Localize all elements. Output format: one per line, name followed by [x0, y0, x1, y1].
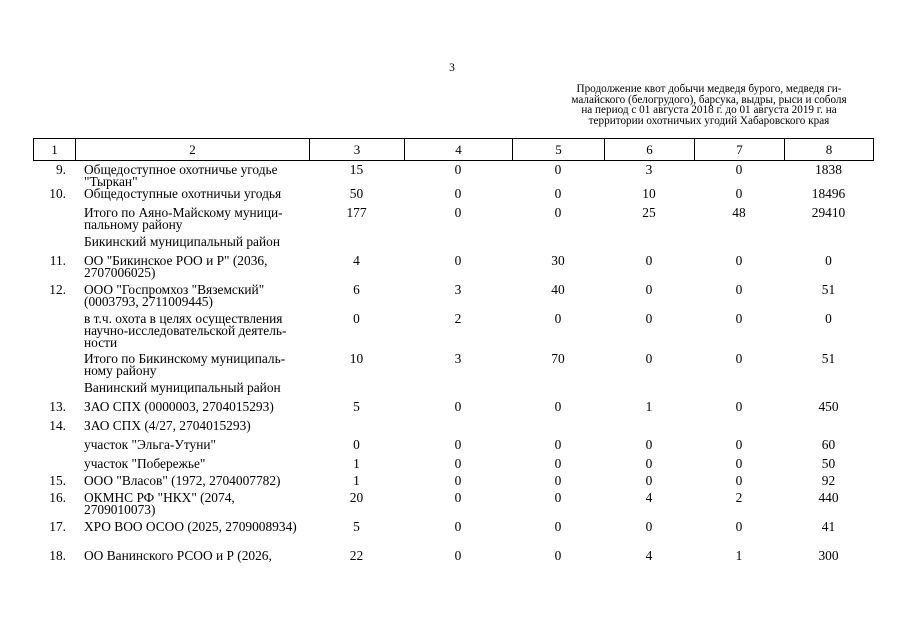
cell-col3: 5: [353, 399, 360, 414]
cell-col3: 6: [353, 282, 360, 297]
column-header: 7: [695, 139, 785, 161]
cell-col4: 0: [454, 205, 462, 220]
table-row: [33, 207, 873, 236]
cell-col5: 0: [554, 548, 562, 563]
cell-col7: 0: [735, 473, 743, 488]
cell-col6: 0: [645, 351, 653, 366]
quota-table: [33, 164, 873, 569]
cell-col7: 0: [735, 437, 743, 452]
row-number: [33, 439, 75, 458]
cell-col5: 40: [551, 282, 565, 297]
row-name: Общедоступное охотничье угодье "Тыркан": [84, 162, 278, 189]
cell-col7: 1: [735, 548, 743, 563]
row-name: ОО "Бикинское РОО и Р" (2036, 2707006025): [84, 253, 268, 280]
cell-col3: 5: [353, 519, 360, 534]
cell-col7: 0: [735, 519, 743, 534]
page-number: 3: [449, 62, 455, 74]
cell-col3: 1: [353, 456, 360, 471]
cell-col8: 29410: [811, 205, 846, 220]
column-header: 8: [785, 139, 874, 161]
cell-col6: 4: [645, 490, 653, 505]
cell-col8: 440: [818, 490, 839, 505]
section-title: Бикинский муниципальный район: [84, 234, 281, 249]
cell-col8: 1838: [815, 162, 842, 177]
cell-col4: 0: [454, 548, 462, 563]
cell-col6: 10: [642, 186, 656, 201]
row-number: 15.: [49, 473, 66, 488]
table-row: [33, 492, 873, 521]
cell-col5: 70: [551, 351, 565, 366]
cell-col4: 0: [454, 456, 462, 471]
cell-col3: 1: [353, 473, 360, 488]
cell-col6: 0: [645, 456, 653, 471]
cell-col7: 0: [735, 186, 743, 201]
table-row: [33, 550, 873, 569]
cell-col6: 25: [642, 205, 656, 220]
cell-col7: 0: [735, 253, 743, 268]
row-name: ЗАО СПХ (4/27, 2704015293): [84, 418, 251, 433]
row-number: 13.: [49, 399, 66, 414]
cell-col8: 41: [821, 519, 836, 534]
cell-col8: 60: [821, 437, 836, 452]
cell-col6: 0: [645, 282, 653, 297]
cell-col5: 0: [554, 490, 562, 505]
cell-col5: 30: [551, 253, 565, 268]
cell-col3: 177: [346, 205, 367, 220]
cell-col8: 0: [825, 311, 832, 326]
section-title: Ванинский муниципальный район: [84, 380, 281, 395]
cell-col5: 0: [554, 437, 562, 452]
caption-line: на период с 01 августа 2018 г. до 01 августа 2019 г. на: [581, 104, 837, 116]
row-number: 18.: [49, 548, 66, 563]
cell-col6: 0: [645, 253, 653, 268]
cell-col5: 0: [554, 162, 562, 177]
row-number: 9.: [55, 162, 66, 177]
cell-col8: 18496: [811, 186, 846, 201]
row-name: Общедоступные охотничьи угодья: [84, 186, 282, 201]
row-name: в т.ч. охота в целях осуществления научно-исследовательской деятель-ности: [84, 311, 287, 350]
cell-col8: 51: [821, 351, 836, 366]
cell-col4: 3: [454, 351, 462, 366]
row-name: ООО "Госпромхоз "Вяземский" (0003793, 2711009445): [84, 282, 265, 309]
row-number: 10.: [49, 186, 66, 201]
table-row: [33, 313, 873, 353]
cell-col3: 10: [349, 351, 364, 366]
cell-col4: 0: [454, 490, 462, 505]
caption-line: территории охотничьих угодий Хабаровского края: [588, 114, 830, 127]
cell-col6: 4: [645, 548, 653, 563]
caption-line: Продолжение квот добычи медведя бурого, медведя ги-: [576, 83, 842, 95]
row-name: участок "Эльга-Утуни": [84, 437, 217, 452]
cell-col7: 0: [735, 456, 743, 471]
row-number: 12.: [49, 282, 66, 297]
cell-col6: 0: [645, 437, 653, 452]
row-number: 14.: [49, 418, 66, 433]
table-row: [33, 255, 873, 284]
cell-col7: 0: [735, 351, 743, 366]
cell-col8: 450: [818, 399, 839, 414]
cell-col4: 0: [454, 162, 462, 177]
column-number-header: [33, 138, 874, 161]
row-number: 16.: [49, 490, 66, 505]
cell-col8: 50: [821, 456, 836, 471]
cell-col7: 0: [735, 282, 743, 297]
cell-col3: 15: [349, 162, 364, 177]
cell-col6: 0: [645, 311, 653, 326]
cell-col6: 0: [645, 473, 653, 488]
cell-col5: 0: [554, 456, 562, 471]
cell-col7: 0: [735, 311, 743, 326]
cell-col5: 0: [554, 473, 562, 488]
cell-col7: 2: [735, 490, 743, 505]
row-number: [33, 353, 75, 382]
cell-col4: 0: [454, 473, 462, 488]
row-name: ОКМНС РФ "НКХ" (2074, 2709010073): [84, 490, 235, 517]
cell-col5: 0: [554, 399, 562, 414]
cell-col5: 0: [554, 205, 562, 220]
cell-col8: 0: [825, 253, 832, 268]
cell-col3: 0: [353, 311, 360, 326]
row-name: ОО Ванинского РСОО и Р (2026,: [84, 548, 272, 563]
table-row: [33, 353, 873, 382]
cell-col8: 51: [821, 282, 836, 297]
cell-col4: 0: [454, 399, 462, 414]
column-header: 1: [34, 139, 76, 161]
cell-col3: 4: [353, 253, 360, 268]
cell-col3: 0: [353, 437, 360, 452]
column-header: 3: [310, 139, 405, 161]
cell-col3: 50: [349, 186, 364, 201]
row-number: [33, 313, 75, 353]
cell-col8: 92: [821, 473, 836, 488]
cell-col5: 0: [554, 519, 562, 534]
cell-col4: 0: [454, 437, 462, 452]
caption-line: малайского (белогрудого), барсука, выдры, рыси и соболя: [571, 93, 847, 106]
row-name: участок "Побережье": [84, 456, 206, 471]
cell-col4: 3: [454, 282, 462, 297]
row-name: Итого по Аяно-Майскому муници-пальному району: [84, 205, 283, 232]
cell-col4: 0: [454, 186, 462, 201]
cell-col4: 2: [454, 311, 462, 326]
table-caption: [548, 84, 870, 126]
row-number: 11.: [49, 253, 66, 268]
cell-col5: 0: [554, 186, 562, 201]
cell-col8: 300: [818, 548, 839, 563]
cell-col7: 0: [735, 162, 743, 177]
row-number: [33, 207, 75, 236]
row-name: ЗАО СПХ (0000003, 2704015293): [84, 399, 274, 414]
cell-col6: 0: [645, 519, 653, 534]
column-header: 2: [76, 139, 310, 161]
row-name: ХРО ВОО ОСОО (2025, 2709008934): [84, 519, 297, 534]
cell-col7: 0: [735, 399, 743, 414]
cell-col4: 0: [454, 253, 462, 268]
cell-col3: 20: [349, 490, 364, 505]
cell-col6: 1: [645, 399, 653, 414]
table-row: [33, 521, 873, 550]
cell-col5: 0: [554, 311, 562, 326]
table-row: [33, 284, 873, 313]
column-header: 6: [605, 139, 695, 161]
table-row: [33, 164, 873, 188]
column-header: 5: [513, 139, 605, 161]
cell-col6: 3: [645, 162, 653, 177]
row-number: 17.: [49, 519, 66, 534]
cell-col3: 22: [349, 548, 364, 563]
cell-col4: 0: [454, 519, 462, 534]
row-name: Итого по Бикинскому муниципаль-ному району: [84, 351, 286, 378]
cell-col7: 48: [732, 205, 746, 220]
column-header: 4: [405, 139, 513, 161]
row-name: ООО "Власов" (1972, 2704007782): [84, 473, 281, 488]
